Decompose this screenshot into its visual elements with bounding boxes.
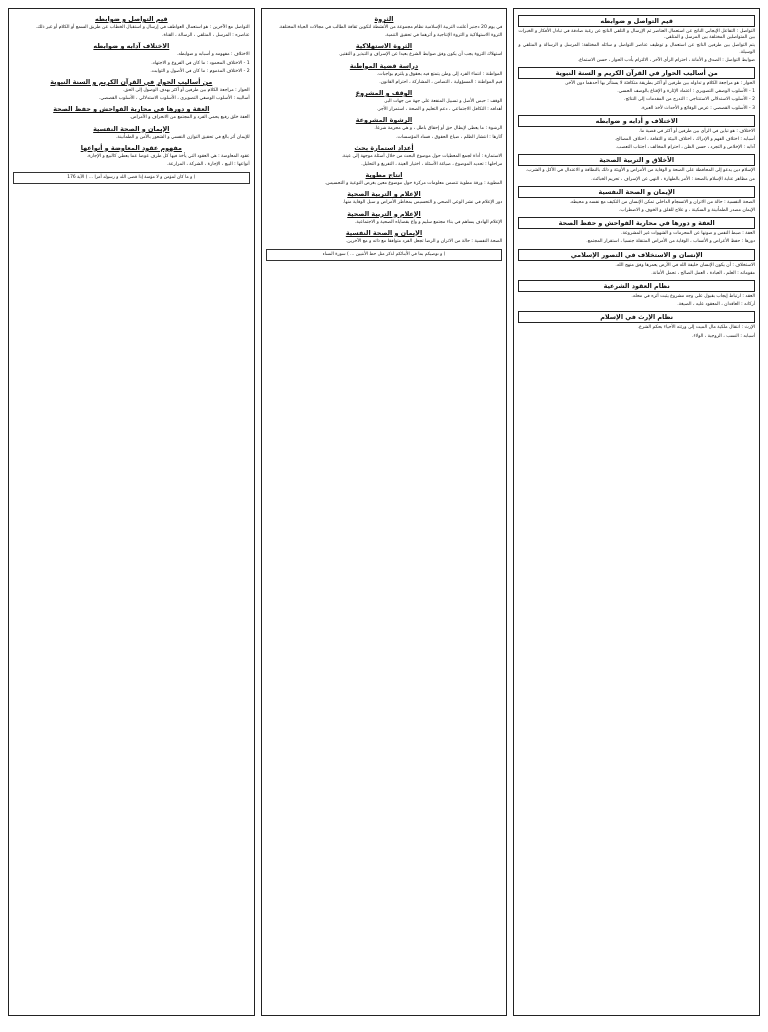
paragraph: مراحلها : تحديد الموضوع ، صياغة الأسئلة ، اختيار العينة ، التفريغ و التحليل. <box>361 162 503 168</box>
paragraph: دورها : حفظ الأعراض و الأنساب ، الوقاية من الأمراض المتنقلة جنسيا ، استقرار المجتمع. <box>586 239 755 245</box>
section-title: الرشوة المشروعة <box>355 116 413 125</box>
paragraph: الرشوة : ما يعطى لإبطال حق أو إحقاق باطل ، و هي محرمة شرعا. <box>374 126 503 132</box>
section-title: مفهوم عقود المعاوضة و أنواعها <box>80 143 182 152</box>
paragraph: 2 - الاختلاف المذموم : ما كان في الأصول و الثوابت. <box>150 68 250 74</box>
section-title: الإيمان و الصحة النفسية <box>93 124 170 133</box>
paragraph: 1 - الأسلوب الوصفي التصويري : اعتماد الإثارة و الإقناع بالوصف الحسي. <box>617 89 755 95</box>
section-title: الإنسان و الاستخلاف في التصور الإسلامي <box>518 249 755 261</box>
paragraph: مقوماته : العلم ، العبادة ، العمل الصالح ، تحمل الأمانة. <box>651 270 755 276</box>
section-title: انتاج مطوية <box>365 171 403 180</box>
paragraph: العفة : ضبط النفس و صونها عن المحرمات و الشهوات غير المشروعة. <box>621 231 755 237</box>
paragraph: أنواعها : البيع ، الإجارة ، الشركة ، المزارعة. <box>166 162 250 168</box>
paragraph: قيم المواطنة : المسؤولية ، التضامن ، المشاركة ، احترام القانون. <box>379 79 503 85</box>
paragraph: أسبابه : اختلاف الفهم و الإدراك ، اختلاف البيئة و الثقافة ، اختلاف المصالح. <box>614 137 755 143</box>
paragraph: الاختلاف : مفهومه و أسبابه و ضوابطه. <box>176 52 250 58</box>
paragraph: الصحة النفسية : حالة من الاتزان و الانسجام الداخلي تمكن الإنسان من التكيف مع نفسه و محيطه. <box>569 199 755 205</box>
paragraph: الإعلام الهادف يساهم في بناء مجتمع سليم و واع بقضاياه الصحية و الاجتماعية. <box>354 219 503 225</box>
paragraph: المواطنة : انتماء الفرد إلى وطن يتمتع فيه بحقوق و يلتزم بواجبات. <box>376 71 503 77</box>
paragraph: الإرث : انتقال ملكية مال الميت إلى ورثته الأحياء بحكم الشرع. <box>637 325 755 331</box>
paragraph: العقد : ارتباط إيجاب بقبول على وجه مشروع يثبت أثره في محله. <box>631 294 755 300</box>
paragraph: أسبابه : النسب ، الزوجية ، الولاء. <box>691 333 755 339</box>
quran-verse: ( و توصيكم بما في الأبنائكم لذكر مثل حظ الأنثيين ... ) سورة النساء <box>266 249 503 261</box>
paragraph: الحوار : مراجعة الكلام بين طرفين أو أكثر بهدف الوصول إلى الحق. <box>122 88 250 94</box>
paragraph: عقود المعاوضة : هي العقود التي يأخذ فيها كل طرف عوضا عما يعطي كالبيع و الإجارة. <box>86 153 250 159</box>
section-title: نظام الإرث في الإسلام <box>518 311 755 323</box>
paragraph: آدابه : الإخلاص و التجرد ، حسن الظن ، احترام المخالف ، اجتناب التعصب. <box>615 145 755 151</box>
section-title: العفة و دورها في محاربة الفواحش و حفظ الصحة <box>518 217 755 229</box>
paragraph: الاستمارة : أداة لجمع المعطيات حول موضوع البحث من خلال أسئلة موجهة إلى عينة. <box>341 153 503 159</box>
section-title: الإيمان و الصحة النفسية <box>518 186 755 198</box>
section-title: الثروة الاستهلاكية <box>355 42 413 51</box>
section-title: نظام العقود الشرعية <box>518 280 755 292</box>
section-title: الثروة <box>374 15 394 23</box>
paragraph: الحوار : هو مراجعة الكلام و تداوله بين طرفين أو أكثر بطريقة متكافئة لا يستأثر بها أحدهما دون الآخر. <box>564 81 755 87</box>
paragraph: 1 - الاختلاف المحمود : ما كان في الفروع و الاجتهاد. <box>151 60 250 66</box>
section-title: الاختلاف آدابه و ضوابطه <box>93 42 170 51</box>
section-title: دراسة قضية المواطنة <box>349 61 419 70</box>
section-title: الوقف و المشروع <box>355 89 413 98</box>
section-title: الإعلام و التربية الصحية <box>347 209 421 218</box>
section-title: الاختلاف و أدابه و ضوابطه <box>518 115 755 127</box>
paragraph: ضوابط التواصل : الصدق و الأمانة ، احترام الرأي الآخر ، الالتزام بأدب الحوار ، حسن الاستماع. <box>577 57 755 63</box>
paragraph: آثارها : انتشار الظلم ، ضياع الحقوق ، فساد المؤسسات. <box>396 134 503 140</box>
paragraph: أركانه : العاقدان ، المعقود عليه ، الصيغة. <box>677 302 755 308</box>
paragraph: أساليبه : الأسلوب الوصفي التصويري ، الأسلوب الاستدلالي ، الأسلوب القصصي. <box>98 96 250 102</box>
paragraph: 2 - الأسلوب الاستدلالي الاستنتاجي : التدرج من المقدمات إلى النتائج. <box>624 97 755 103</box>
paragraph: الإيمان مصدر الطمأنينة و السكينة ، و علاج للقلق و الخوف و الاضطراب. <box>618 208 755 214</box>
paragraph: الاستخلاف : أن يكون الإنسان خليفة الله في الأرض يعمرها وفق منهج الله. <box>615 262 755 268</box>
section-title: من أساليب الحوار في القرآن الكريم و السنة النبوية <box>50 78 213 87</box>
paragraph: للإيمان أثر بالغ في تحقيق التوازن النفسي و الشعور بالأمن و الطمأنينة. <box>115 134 250 140</box>
section-title: من أساليب الحوار في القرآن الكريم و السنة النبوية <box>518 67 755 79</box>
paragraph: المطوية : ورقة مطوية تتضمن معلومات مركزة حول موضوع معين بغرض التوعية و التحسيس. <box>324 181 503 187</box>
paragraph: العفة خلق رفيع يحمي الفرد و المجتمع من الانحراف و الأمراض. <box>129 115 250 121</box>
section-title: الإيمان و الصحة النفسية <box>345 228 423 237</box>
paragraph: دور الإعلام في نشر الوعي الصحي و التحسيس بمخاطر الأمراض و سبل الوقاية منها. <box>342 200 503 206</box>
paragraph: يتم التواصل بين طرفين الناتج عن استعمال و توظيف عناصر التواصل و سائله المختلفة: المرسل و الرسالة و المتلقي و الوسيلة. <box>518 43 755 55</box>
column-left <box>8 8 255 1016</box>
section-title: الإعلام و التربية الصحية <box>347 190 421 199</box>
paragraph: التواصل : التفاعل الإيجابي الناتج عن استعمال العناصر ثم الإرسال و التلقي الناتج عن رغبة صادقة في تبادل الأفكار و الخبرات بين المتواصلين المختلفة بين المرسل و المتلقي. <box>518 29 755 41</box>
paragraph: الوقف : حبس الأصل و تسبيل المنفعة على جهة من جهات البر. <box>383 99 503 105</box>
paragraph: الصحة النفسية : حالة من الاتزان و الرضا تجعل الفرد متوافقا مع ذاته و مع الآخرين. <box>345 238 503 244</box>
paragraph: الاختلاف : هو تباين في الرأي بين طرفين أو أكثر في قضية ما. <box>638 128 755 134</box>
quran-verse: ( و ما كان لمؤمن و لا مؤمنة إذا قضى الله و رسوله أمرا ... ) الآية 176 <box>13 172 250 184</box>
section-title: قيم التواصل و ضوابطه <box>518 15 755 27</box>
section-title: العفة و دورها في محاربة الفواحش و حفظ الصحة <box>53 105 210 114</box>
paragraph: الثروة الاستهلاكية و الثروة الإنتاجية و أثرهما في تحقيق التنمية. <box>384 33 503 39</box>
paragraph: 3 - الأسلوب القصصي : عرض الوقائع و الأحداث لأخذ العبرة. <box>640 105 755 111</box>
paragraph: الإسلام دين يدعو إلى المحافظة على الصحة و الوقاية من الأمراض و الأوبئة و ذلك بالنظافة و الاعتدال في الأكل و الشرب. <box>525 168 755 174</box>
paragraph: استهلاك الثروة يجب أن يكون وفق ضوابط الشرع بعيدا عن الإسراف و التبذير و التقتير. <box>338 52 503 58</box>
document-page <box>8 8 760 1016</box>
section-title: أعداد استمارة بحث <box>354 143 414 152</box>
paragraph: عناصره : المرسل ، المتلقي ، الرسالة ، القناة. <box>162 33 250 39</box>
section-title: قيم التواصل و ضوابطه <box>95 15 168 23</box>
paragraph: أهدافه : التكافل الاجتماعي ، دعم التعليم و الصحة ، استمرار الأجر. <box>376 107 503 113</box>
paragraph: من مظاهر عناية الإسلام بالصحة : الأمر بالطهارة ، النهي عن الإسراف ، تحريم الخبائث. <box>591 176 755 182</box>
column-middle <box>261 8 508 1016</box>
column-right <box>513 8 760 1016</box>
paragraph: في يوم 20 دجنبر أعلنت التربية الإسلامية نظام مجموعة من الأنشطة لتكوين ثقافة الطالب في مجالات الحياة المختلفة. <box>278 25 503 30</box>
paragraph: التواصل مع الآخرين : هو استعمال العواطف في إرسال و استقبال الخطاب عن طريق السمع أو الكلام أو غير ذلك. <box>35 25 250 30</box>
section-title: الأخلاق و التربية الصحية <box>518 154 755 166</box>
